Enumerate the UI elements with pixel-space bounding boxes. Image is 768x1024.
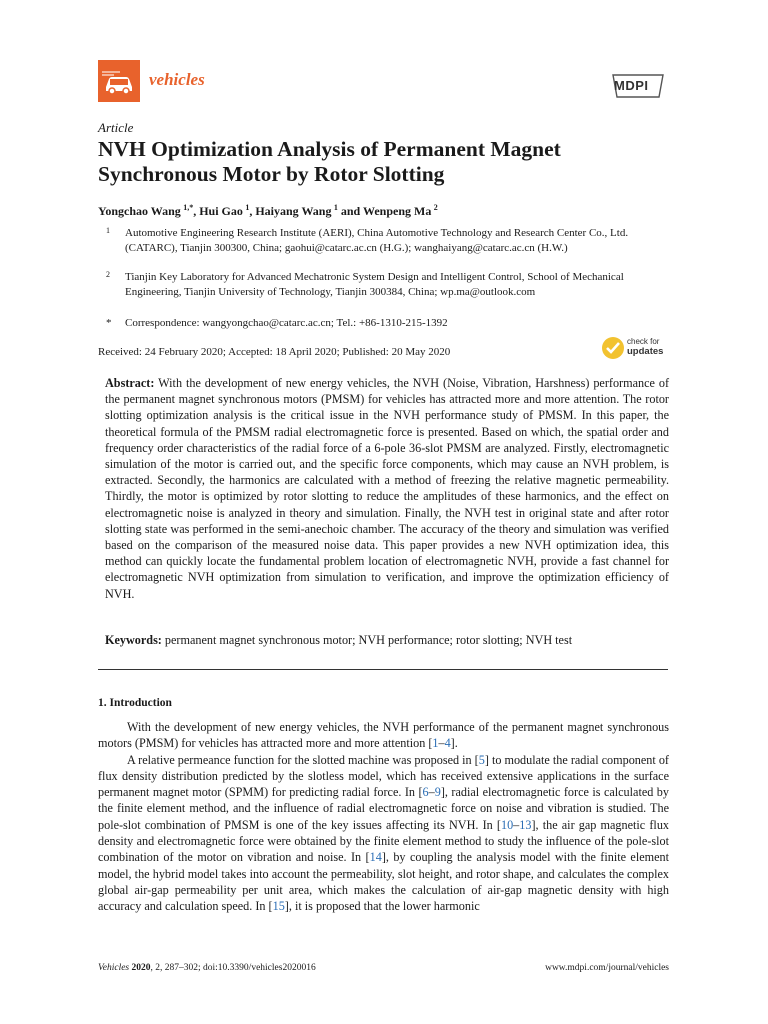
section-divider bbox=[98, 669, 668, 670]
footer-url[interactable]: www.mdpi.com/journal/vehicles bbox=[545, 963, 669, 973]
affiliation-text: Tianjin Key Laboratory for Advanced Mechatronic System Design and Intelligent Control, School of Mechanical Engineering, Tianjin University of Technology, Tianjin 300384, China; wp.ma@outlook.com bbox=[125, 271, 624, 298]
author-affil-mark: 1 bbox=[245, 203, 250, 212]
author-separator: , bbox=[249, 204, 256, 218]
author-affil-mark: 1,* bbox=[183, 203, 194, 212]
footer-doi: , 2, 287–302; doi:10.3390/vehicles2020016 bbox=[150, 963, 316, 973]
abstract bbox=[105, 375, 669, 602]
publication-dates: Received: 24 February 2020; Accepted: 18 April 2020; Published: 20 May 2020 bbox=[98, 346, 451, 358]
journal-name: vehicles bbox=[149, 70, 205, 89]
affiliation-number: 2 bbox=[106, 270, 110, 279]
check-updates-label[interactable]: check for updates bbox=[627, 337, 664, 357]
footer-year: 2020 bbox=[131, 963, 151, 973]
citation-link[interactable]: 5 bbox=[478, 752, 485, 767]
author-name[interactable]: Wenpeng Ma bbox=[363, 204, 432, 218]
author-list bbox=[98, 203, 438, 219]
affiliation-text: Automotive Engineering Research Institute (AERI), China Automotive Technology and Research Center Co., Ltd. (CATARC), Tianjin 300300, China; gaohui@catarc.ac.cn (H.G.); wanghaiyang@catarc.ac.cn (H.W.) bbox=[125, 227, 629, 254]
affiliation-number: 1 bbox=[106, 226, 110, 235]
author-name[interactable]: Hui Gao bbox=[199, 204, 243, 218]
publisher-name: MDPI bbox=[614, 78, 649, 93]
citation-link[interactable]: 15 bbox=[272, 899, 285, 914]
section-heading: 1. Introduction bbox=[98, 697, 172, 709]
author-affil-mark: 2 bbox=[433, 203, 438, 212]
author-name[interactable]: Haiyang Wang bbox=[255, 204, 332, 218]
citation-link[interactable]: 9 bbox=[434, 785, 441, 800]
citation-link[interactable]: 10 bbox=[500, 817, 514, 832]
check-updates-icon bbox=[601, 336, 625, 360]
journal-logo bbox=[98, 60, 140, 102]
article-type: Article bbox=[98, 120, 134, 135]
car-icon bbox=[98, 60, 140, 102]
keywords-label: Keywords: bbox=[105, 633, 162, 647]
abstract-text: With the development of new energy vehicles, the NVH (Noise, Vibration, Harshness) performance of the permanent magnet synchronous motors (PMSM) for vehicles has attracted more and more attention. The rotor slotting optimization analysis is the critical issue in the NVH performance study of PMSM. In this paper, the theoretical formula of the PMSM radial electromagnetic force is presented. Based on which, the spatial order and frequency order characteristics of the radial force of a 6-pole 36-slot PMSM are analyzed. Firstly, electromagnetic simulation of the motor is carried out, and the specific force components, which may cause an NVH problem, is extracted. Secondly, the harmonics are calculated with a method of freezing the relative magnetic permeability. Thirdly, the motor is optimized by rotor slotting to reduce the amplitudes of these harmonics, and the effect on electromagnetic noise is analyzed in theory and simulation. Finally, the NVH test in original state and after rotor slotting state was performed in the semi-anechoic chamber. The accuracy of the theory and simulation was verified based on the comparison of the measured noise data. This paper provides a new NVH optimization idea, this method can quickly locate the fundamental problem location of electromagnetic NVH, provide a fast channel for electromagnetic NVH optimization from simulation to verification, and improve the optimization efficiency of NVH. bbox=[105, 376, 670, 601]
abstract-label: Abstract: bbox=[105, 376, 155, 390]
citation-link[interactable]: 4 bbox=[444, 736, 451, 751]
correspondence-text: Correspondence: wangyongchao@catarc.ac.cn; Tel.: +86-1310-215-1392 bbox=[125, 317, 448, 329]
paragraph: With the development of new energy vehicles, the NVH performance of the permanent magnet synchronous motors (PMSM) for vehicles has attracted more and more attention [1–4]. bbox=[98, 720, 669, 751]
keywords-text: permanent magnet synchronous motor; NVH performance; rotor slotting; NVH test bbox=[164, 633, 573, 647]
keywords bbox=[105, 633, 669, 648]
author-name[interactable]: Yongchao Wang bbox=[98, 204, 181, 218]
author-separator: and bbox=[337, 204, 363, 218]
author-separator: , bbox=[193, 204, 200, 218]
author-affil-mark: 1 bbox=[333, 203, 338, 212]
citation-link[interactable]: 6 bbox=[422, 785, 429, 800]
footer-citation bbox=[98, 963, 316, 973]
citation-link[interactable]: 14 bbox=[369, 850, 382, 865]
article-title: NVH Optimization Analysis of Permanent Magnet Synchronous Motor by Rotor Slotting bbox=[98, 137, 561, 186]
affiliation-number: * bbox=[106, 317, 112, 329]
citation-link[interactable]: 1 bbox=[432, 736, 439, 751]
paragraph: A relative permeance function for the slotted machine was proposed in [5] to modulate the radial component of flux density distribution predicted by the slotless model, which has received extensive applications in the surface permanent magnet motor (SPMM) for predicting radial force. In [6–9], radial electromagnetic force is calculated by the finite element method, and the influence of radial electromagnetic force on noise and vibration is studied. The pole-slot combination of PMSM is one of the key issues affecting its NVH. In [10–13], the air gap magnetic flux density and electromagnetic force were obtained by the finite element method to study the influence of the pole-slot combination of the motor on vibration and noise. In [14], by coupling the analysis model with the finite element model, the hybrid model takes into account the permeability, slot height, and rotor shape, and calculates the complex global air-gap permeability per unit area, which makes the calculation of air-gap magnetic density with high accuracy and calculation speed. In [15], it is proposed that the lower harmonic bbox=[98, 752, 670, 914]
footer-journal: Vehicles bbox=[98, 963, 130, 973]
citation-link[interactable]: 13 bbox=[519, 817, 532, 832]
introduction-body bbox=[98, 719, 669, 915]
